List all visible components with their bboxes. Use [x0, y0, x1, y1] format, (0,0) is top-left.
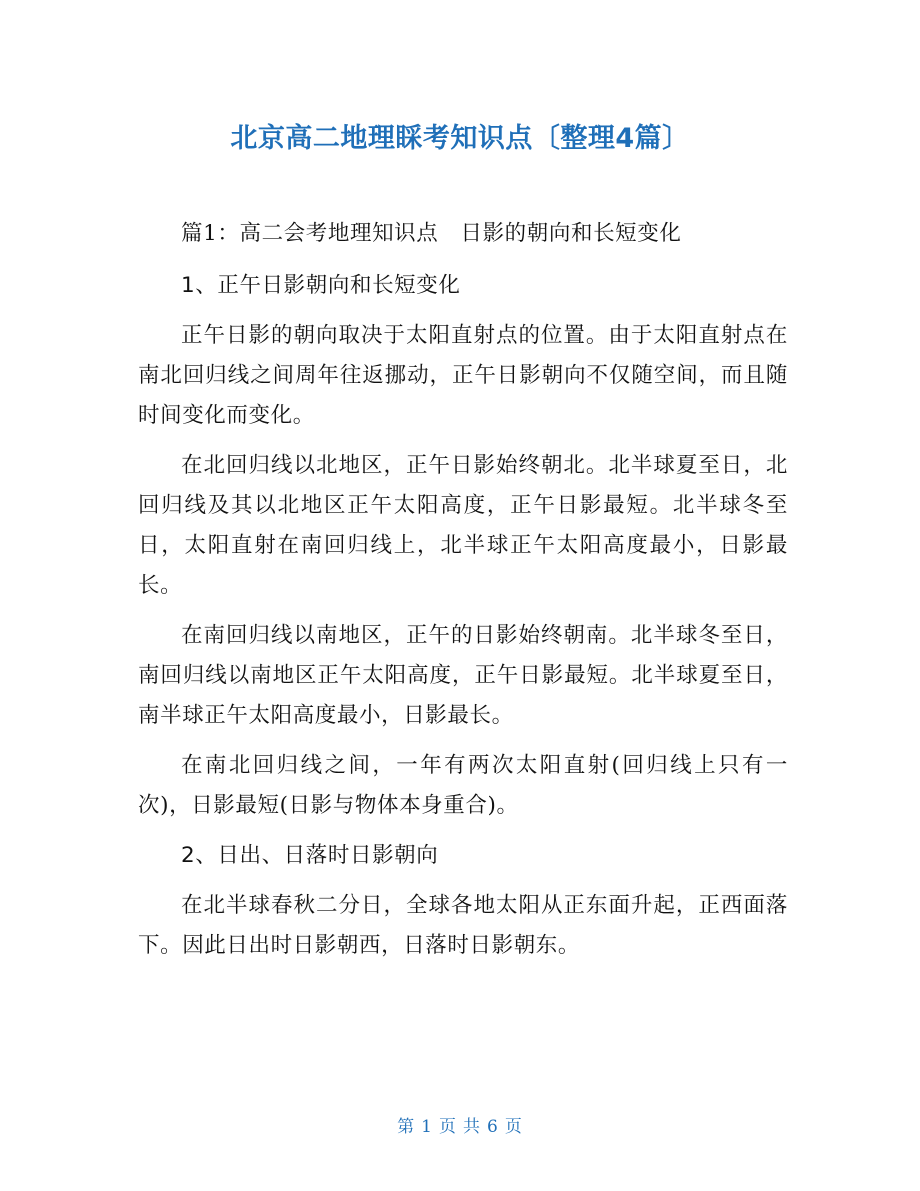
- document-body: [138, 214, 788, 976]
- footer-page-unit: 页: [439, 1117, 457, 1137]
- footer-page-number: 1: [421, 1117, 433, 1137]
- paragraph: 在南回归线以南地区，正午的日影始终朝南。北半球冬至日，南回归线以南地区正午太阳高度，正午日影最短。北半球夏至日，南半球正午太阳高度最小，日影最长。: [138, 623, 788, 728]
- footer-page-label: 第: [397, 1117, 416, 1137]
- paragraph: 正午日影的朝向取决于太阳直射点的位置。由于太阳直射点在南北回归线之间周年往返挪动，正午日影朝向不仅随空间，而且随时间变化而变化。: [138, 323, 788, 428]
- footer-total-label: 共: [463, 1117, 481, 1137]
- article-subtitle: 篇1：高二会考地理知识点 日影的朝向和长短变化: [181, 221, 682, 246]
- page-footer: [0, 1112, 920, 1137]
- footer-total-number: 6: [487, 1117, 499, 1137]
- footer-total-unit: 页: [504, 1117, 523, 1137]
- section-heading-1: 1、正午日影朝向和长短变化: [181, 273, 461, 298]
- section-heading-2: 2、日出、日落时日影朝向: [181, 843, 439, 868]
- paragraph: 在北回归线以北地区，正午日影始终朝北。北半球夏至日，北回归线及其以北地区正午太阳高度，正午日影最短。北半球冬至日，太阳直射在南回归线上，北半球正午太阳高度最小，日影最长。: [138, 453, 788, 598]
- paragraph: 在北半球春秋二分日，全球各地太阳从正东面升起，正西面落下。因此日出时日影朝西，日落时日影朝东。: [138, 893, 788, 958]
- paragraph: 在南北回归线之间，一年有两次太阳直射(回归线上只有一次)，日影最短(日影与物体本身重合)。: [138, 753, 788, 818]
- document-title: 北京高二地理睬考知识点〔整理4篇〕: [230, 123, 690, 154]
